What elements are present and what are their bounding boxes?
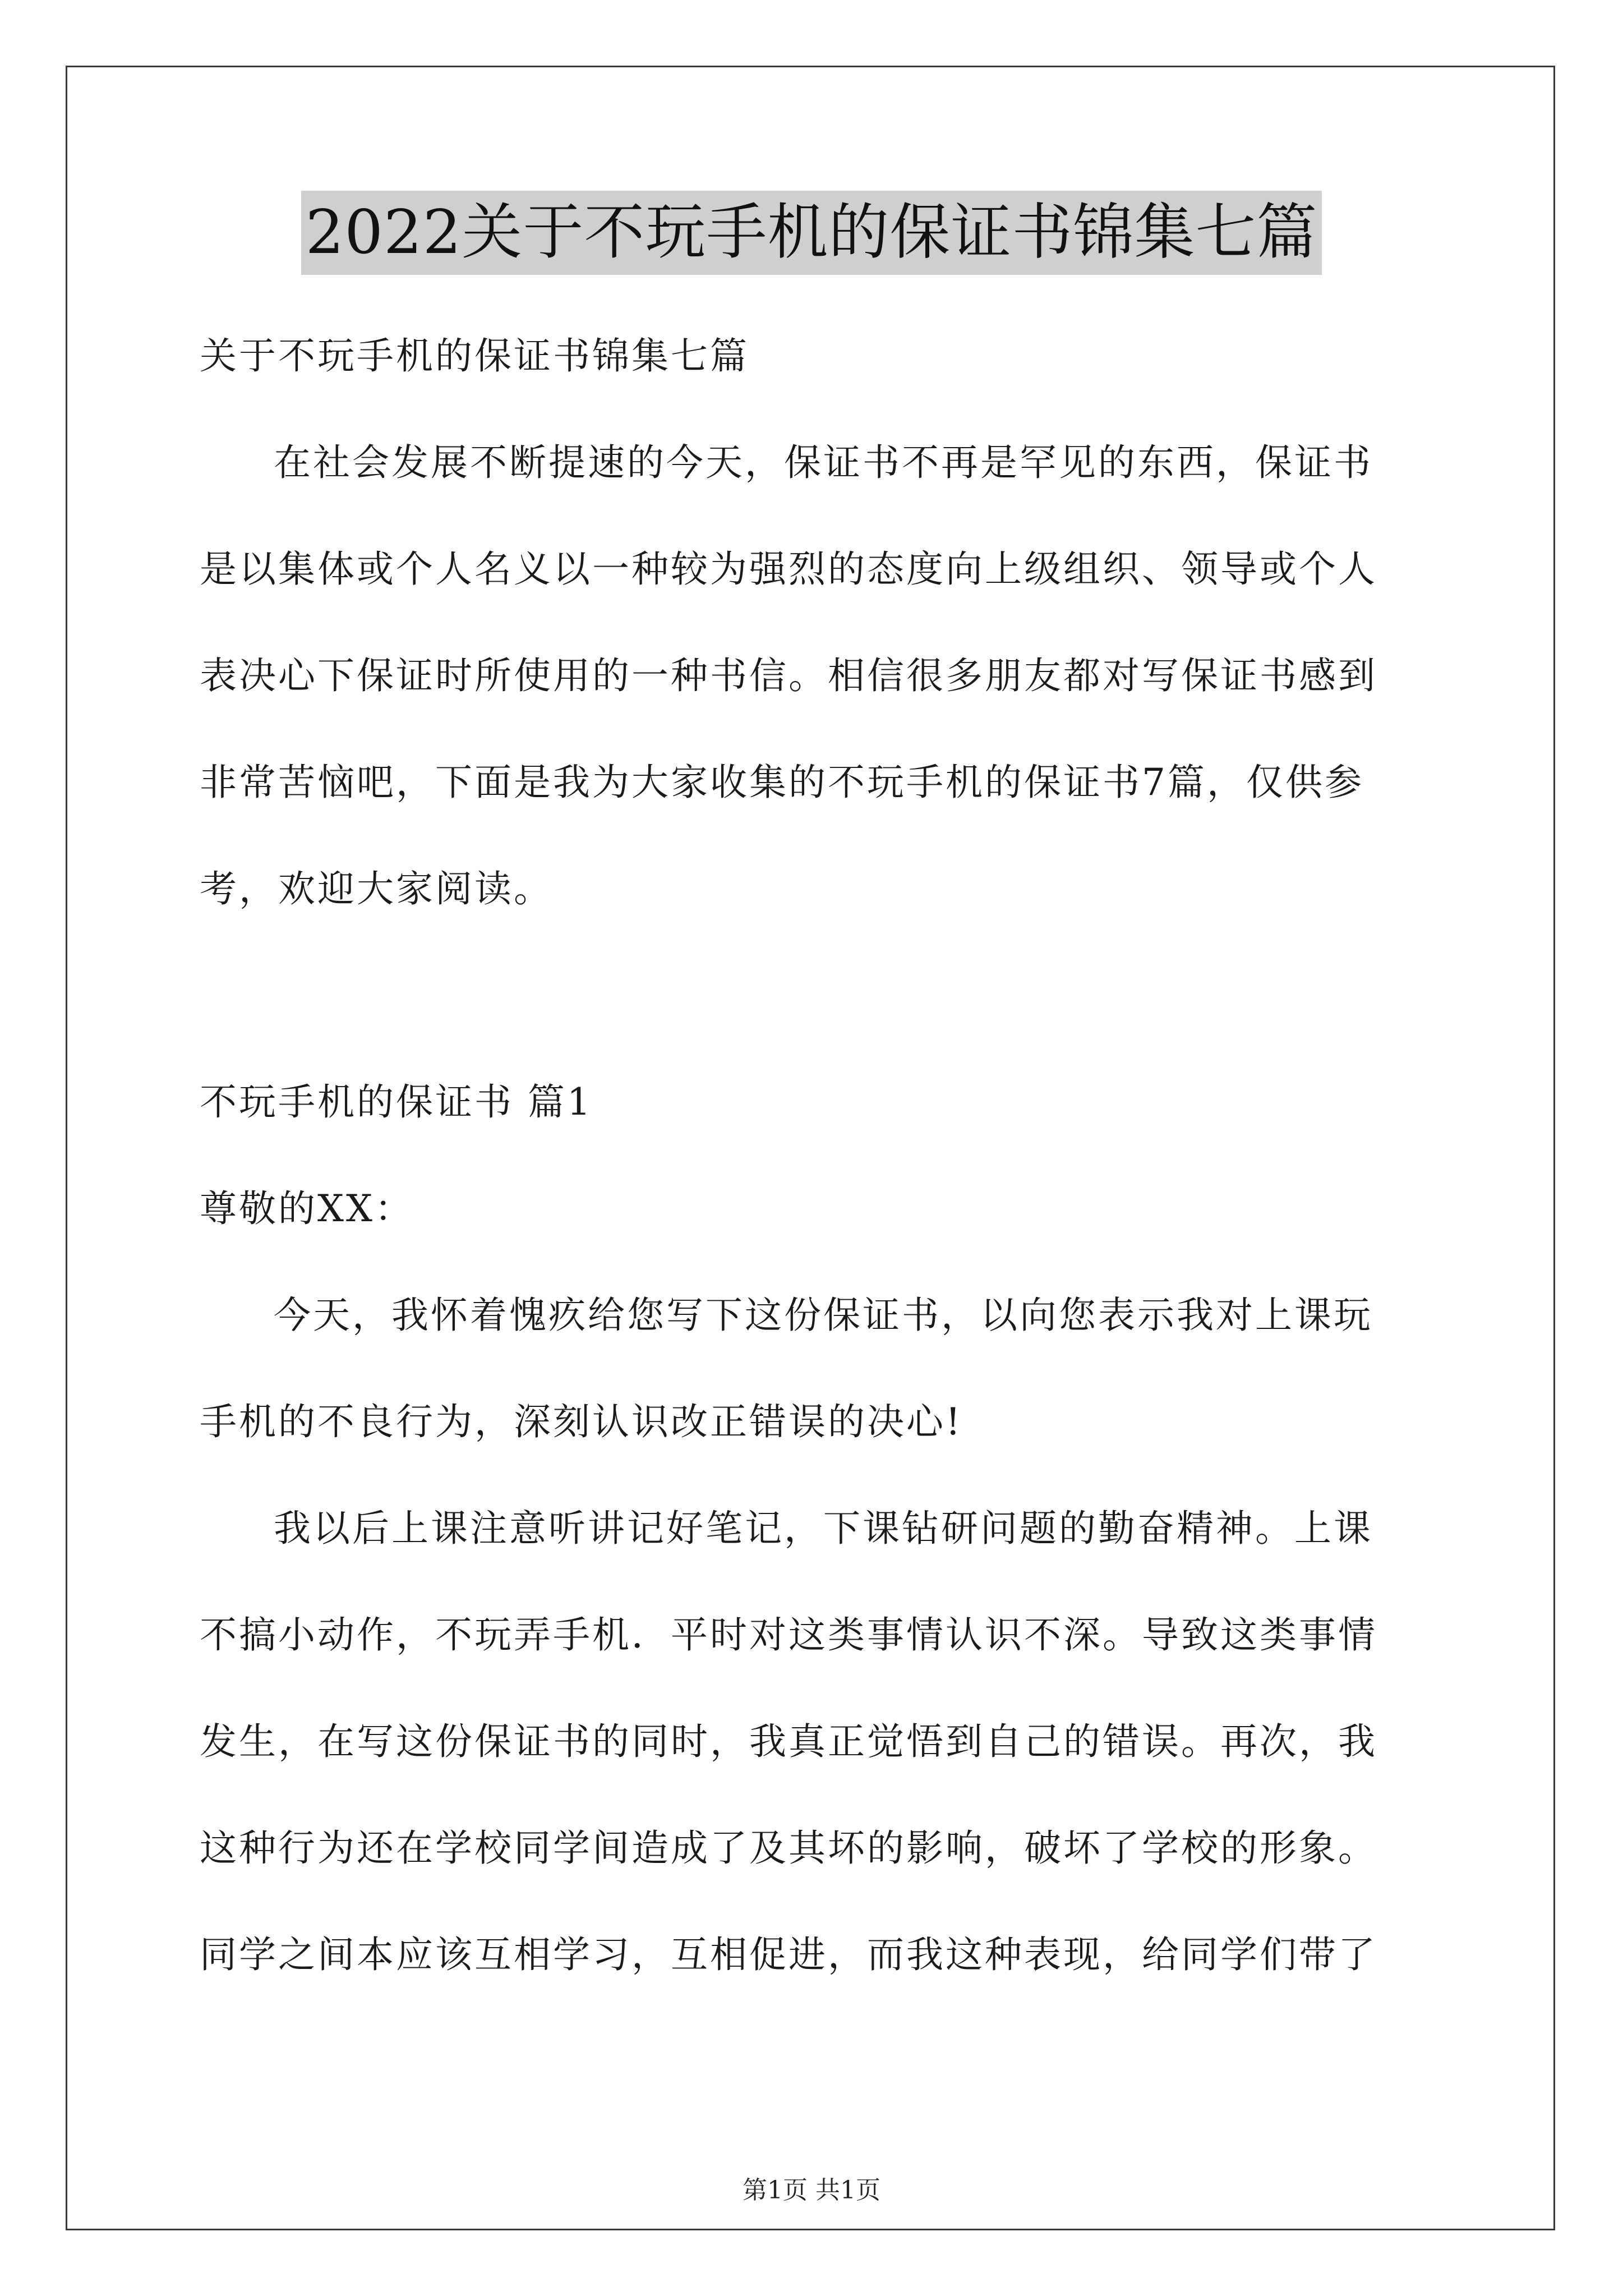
paragraph-line: 不搞小动作，不玩弄手机．平时对这类事情认识不深。导致这类事情 [200, 1613, 1377, 1657]
intro-line: 在社会发展不断提速的今天，保证书不再是罕见的东西，保证书 [274, 441, 1373, 484]
document-subtitle: 关于不玩手机的保证书锦集七篇 [200, 334, 749, 378]
intro-line: 非常苦恼吧，下面是我为大家收集的不玩手机的保证书7篇，仅供参 [200, 761, 1364, 804]
document-body [200, 303, 1433, 2008]
section-heading: 不玩手机的保证书 篇1 [200, 1080, 593, 1124]
intro-line: 考，欢迎大家阅读。 [200, 867, 553, 910]
paragraph-line: 这种行为还在学校同学间造成了及其坏的影响，破坏了学校的形象。 [200, 1826, 1377, 1870]
paragraph-line: 手机的不良行为，深刻认识改正错误的决心! [200, 1400, 963, 1443]
spacer [200, 942, 1433, 1049]
paragraph-line: 发生，在写这份保证书的同时，我真正觉悟到自己的错误。再次，我 [200, 1720, 1377, 1763]
paragraph-line: 今天，我怀着愧疚给您写下这份保证书，以向您表示我对上课玩 [274, 1294, 1373, 1337]
title-wrap [0, 191, 1623, 275]
document-title: 2022关于不玩手机的保证书锦集七篇 [301, 191, 1322, 275]
intro-line: 表决心下保证时所使用的一种书信。相信很多朋友都对写保证书感到 [200, 654, 1377, 697]
page-footer: 第1页 共1页 [743, 2176, 880, 2205]
paragraph-line: 同学之间本应该互相学习，互相促进，而我这种表现，给同学们带了 [200, 1933, 1377, 1976]
intro-line: 是以集体或个人名义以一种较为强烈的态度向上级组织、领导或个人 [200, 547, 1377, 591]
paragraph-line: 我以后上课注意听讲记好笔记，下课钻研问题的勤奋精神。上课 [274, 1507, 1373, 1550]
salutation: 尊敬的XX： [200, 1187, 414, 1230]
